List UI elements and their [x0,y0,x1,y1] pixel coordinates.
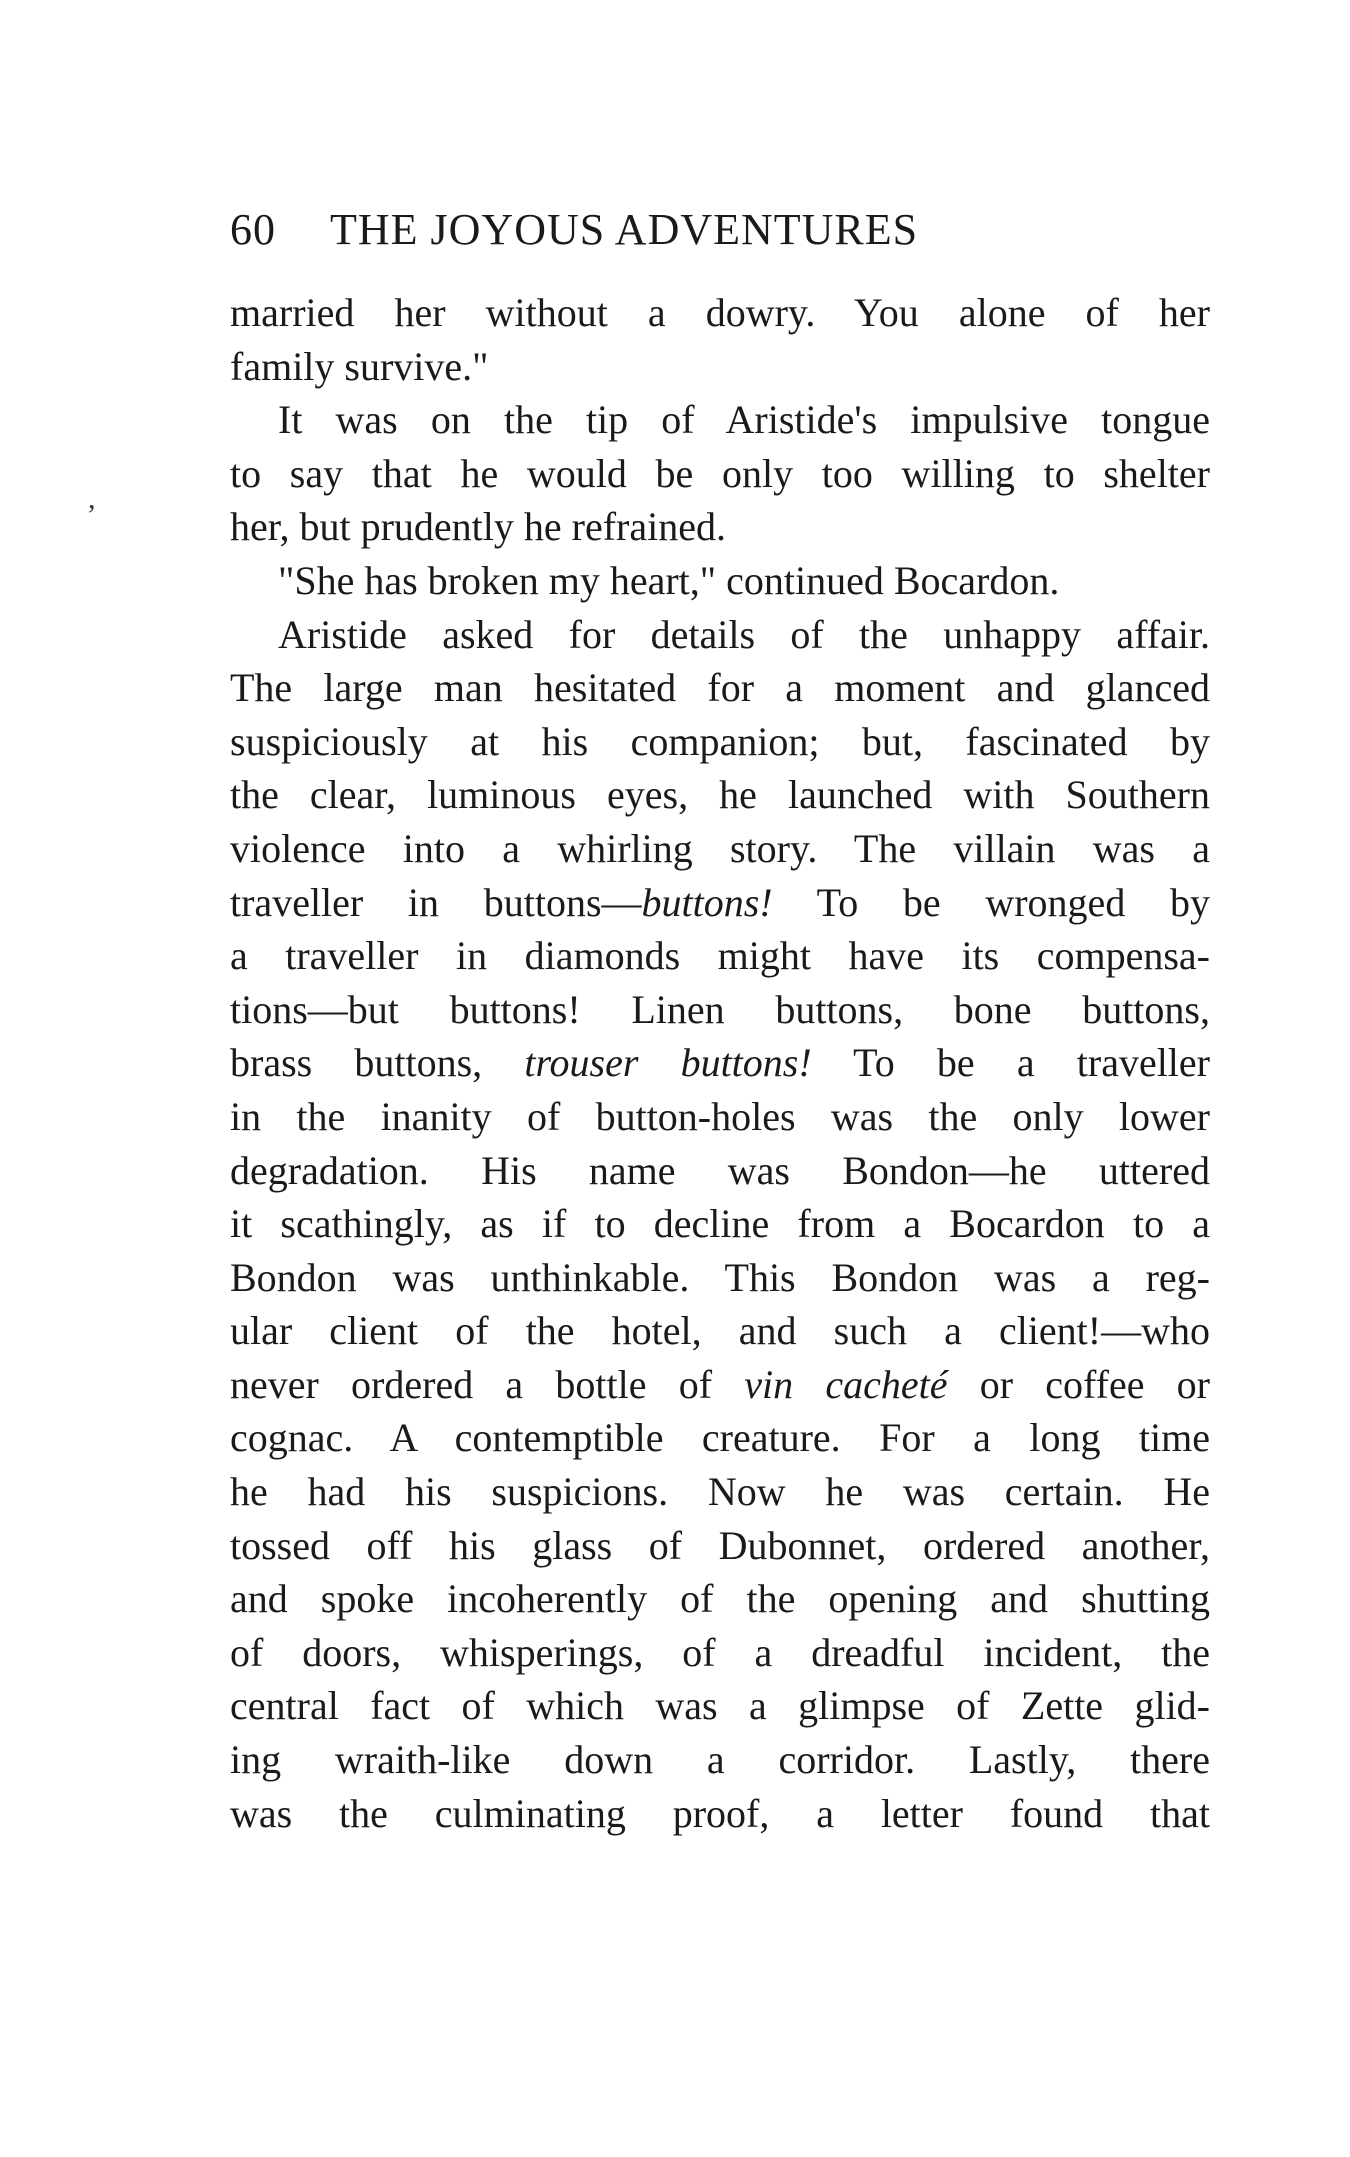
text-line: he had his suspicions. Now he was certain. He [230,1469,1210,1515]
text-line: suspiciously at his companion; but, fascinated by [230,718,1210,764]
running-head [230,200,1210,260]
text-line: degradation. His name was Bondon—he uttered [230,1147,1210,1193]
text-line: it scathingly, as if to decline from a Bocardon to a [230,1201,1210,1247]
text-run: To be wronged by [772,879,1210,925]
text-line: central fact of which was a glimpse of Zette glid- [230,1683,1210,1729]
text-line [230,1358,1210,1412]
body-text [230,286,1210,1840]
text-line: family survive." [230,343,489,389]
text-line: the clear, luminous eyes, he launched with Southern [230,772,1210,818]
text-line [230,876,1210,930]
text-run: To be a traveller [811,1040,1210,1086]
text-line: The large man hesitated for a moment and glanced [230,665,1210,711]
text-line: It was on the tip of Aristide's impulsive tongue [278,397,1210,443]
text-run: traveller in buttons— [230,879,642,925]
running-title: THE JOYOUS ADVENTURES [330,205,919,254]
text-line: her, but prudently he refrained. [230,504,726,550]
italic-text-run: trouser buttons! [524,1040,812,1086]
text-line: "She has broken my heart," continued Bocardon. [278,557,1060,603]
text-line: tions—but buttons! Linen buttons, bone buttons, [230,986,1210,1032]
text-line: tossed off his glass of Dubonnet, ordered another, [230,1522,1210,1568]
text-line: Aristide asked for details of the unhappy affair. [278,611,1210,657]
stray-ink-mark: , [88,482,96,515]
text-line: was the culminating proof, a letter found that [230,1790,1210,1836]
italic-text-run: buttons! [641,879,773,925]
text-line [230,1036,1210,1090]
text-line: Bondon was unthinkable. This Bondon was a reg- [230,1254,1210,1300]
text-line: a traveller in diamonds might have its compensa- [230,933,1210,979]
text-run: or coffee or [947,1361,1210,1407]
page-number: 60 [230,205,276,254]
text-run: brass buttons, [230,1040,525,1086]
text-line: in the inanity of button-holes was the only lower [230,1093,1210,1139]
text-line: and spoke incoherently of the opening and shutting [230,1576,1210,1622]
italic-text-run: vin cacheté [744,1361,948,1407]
text-line: cognac. A contemptible creature. For a long time [230,1415,1210,1461]
text-line: ing wraith-like down a corridor. Lastly, there [230,1737,1210,1783]
text-line: violence into a whirling story. The villain was a [230,825,1210,871]
text-line: of doors, whisperings, of a dreadful incident, the [230,1629,1210,1675]
text-line: to say that he would be only too willing to shelter [230,450,1210,496]
text-run: never ordered a bottle of [230,1361,745,1407]
text-line: ular client of the hotel, and such a client!—who [230,1308,1210,1354]
text-line: married her without a dowry. You alone of her [230,290,1210,335]
